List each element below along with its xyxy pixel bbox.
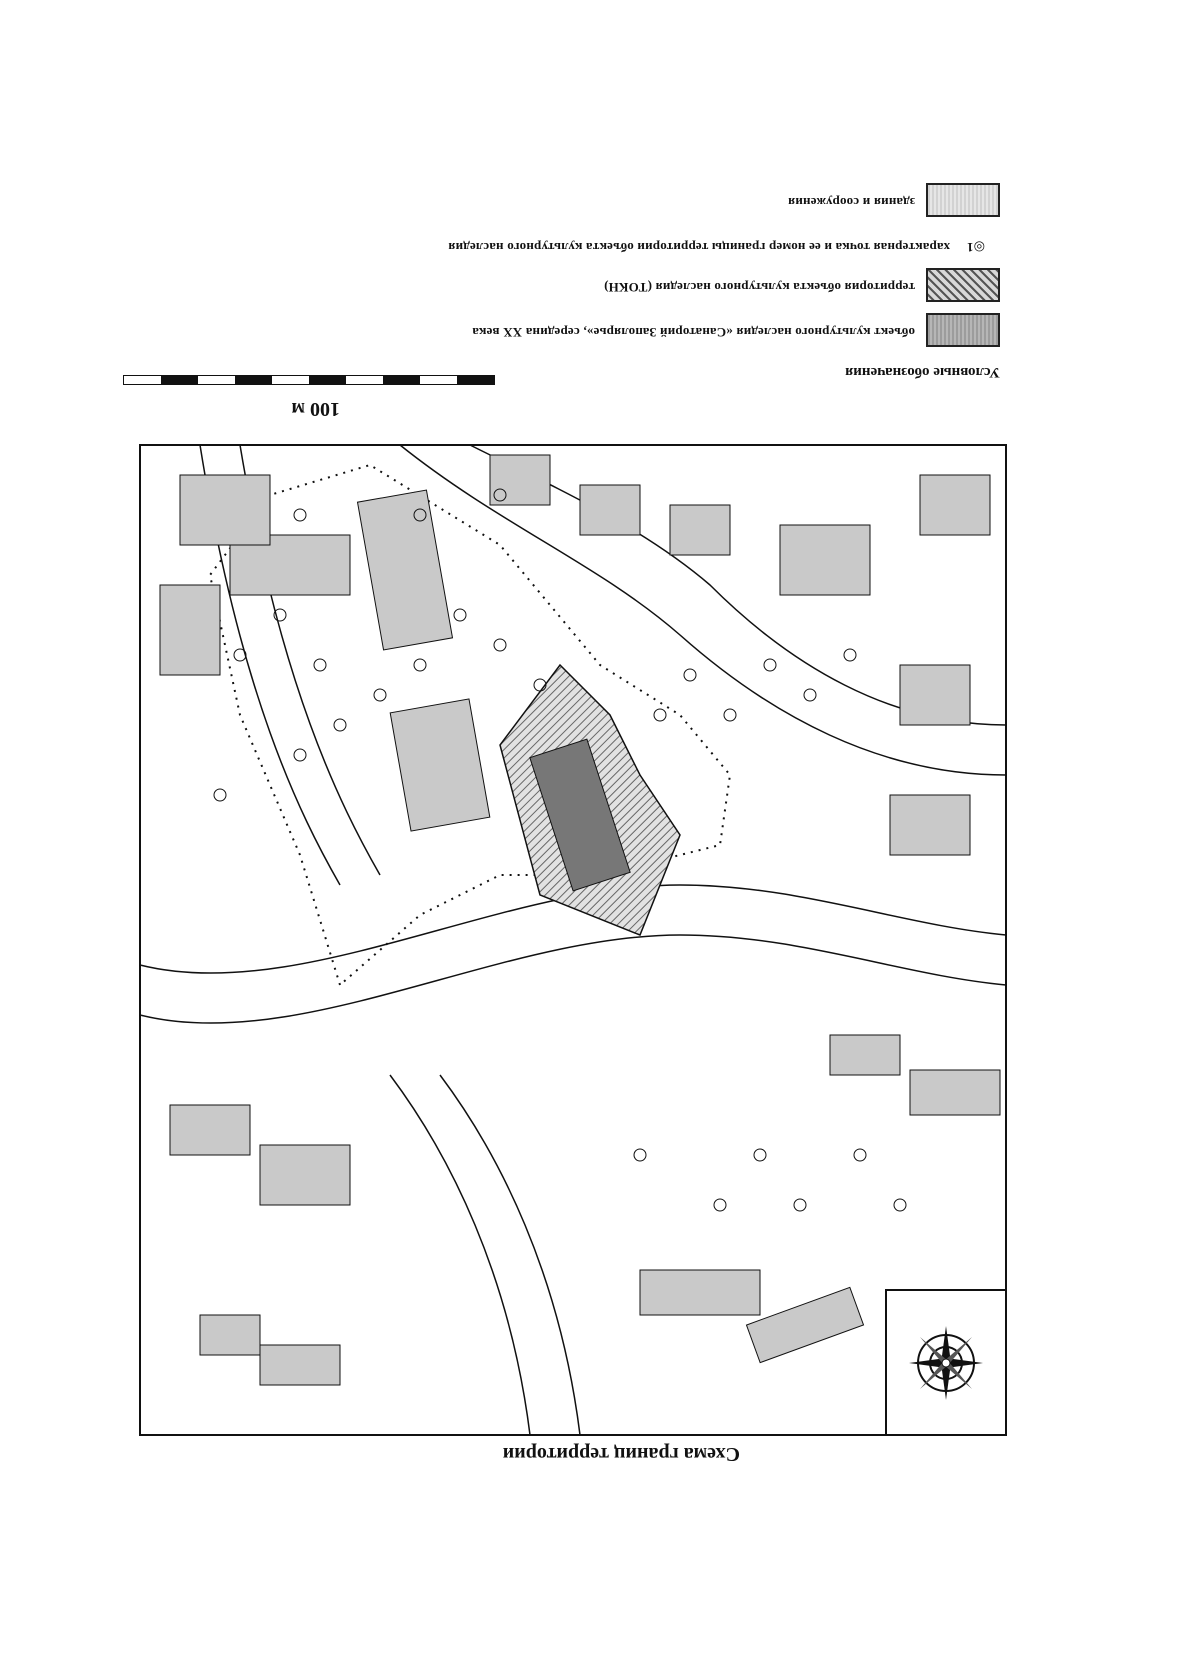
legend-item-territory: территория объекта культурного наследия (ТОКН)	[603, 280, 915, 295]
legend-swatch-territory	[926, 268, 1000, 302]
legend-swatch-buildings	[926, 183, 1000, 217]
legend-item-point: характерная точка и ее номер границы территории объекта культурного наследия	[448, 240, 950, 255]
map-title: Схема границ территории	[502, 1443, 740, 1465]
legend-title: Условные обозначения	[845, 364, 1000, 380]
scale-label: 100 м	[291, 398, 340, 420]
legend-swatch-object	[926, 313, 1000, 347]
legend-item-buildings: здания и сооружения	[787, 195, 915, 210]
legend-point-symbol: ◎1	[966, 240, 985, 255]
compass	[886, 1290, 1006, 1435]
legend-item-object: объект культурного наследия «Санаторий Заполярье», середина XX века	[472, 325, 915, 340]
scale-bar	[123, 375, 495, 385]
